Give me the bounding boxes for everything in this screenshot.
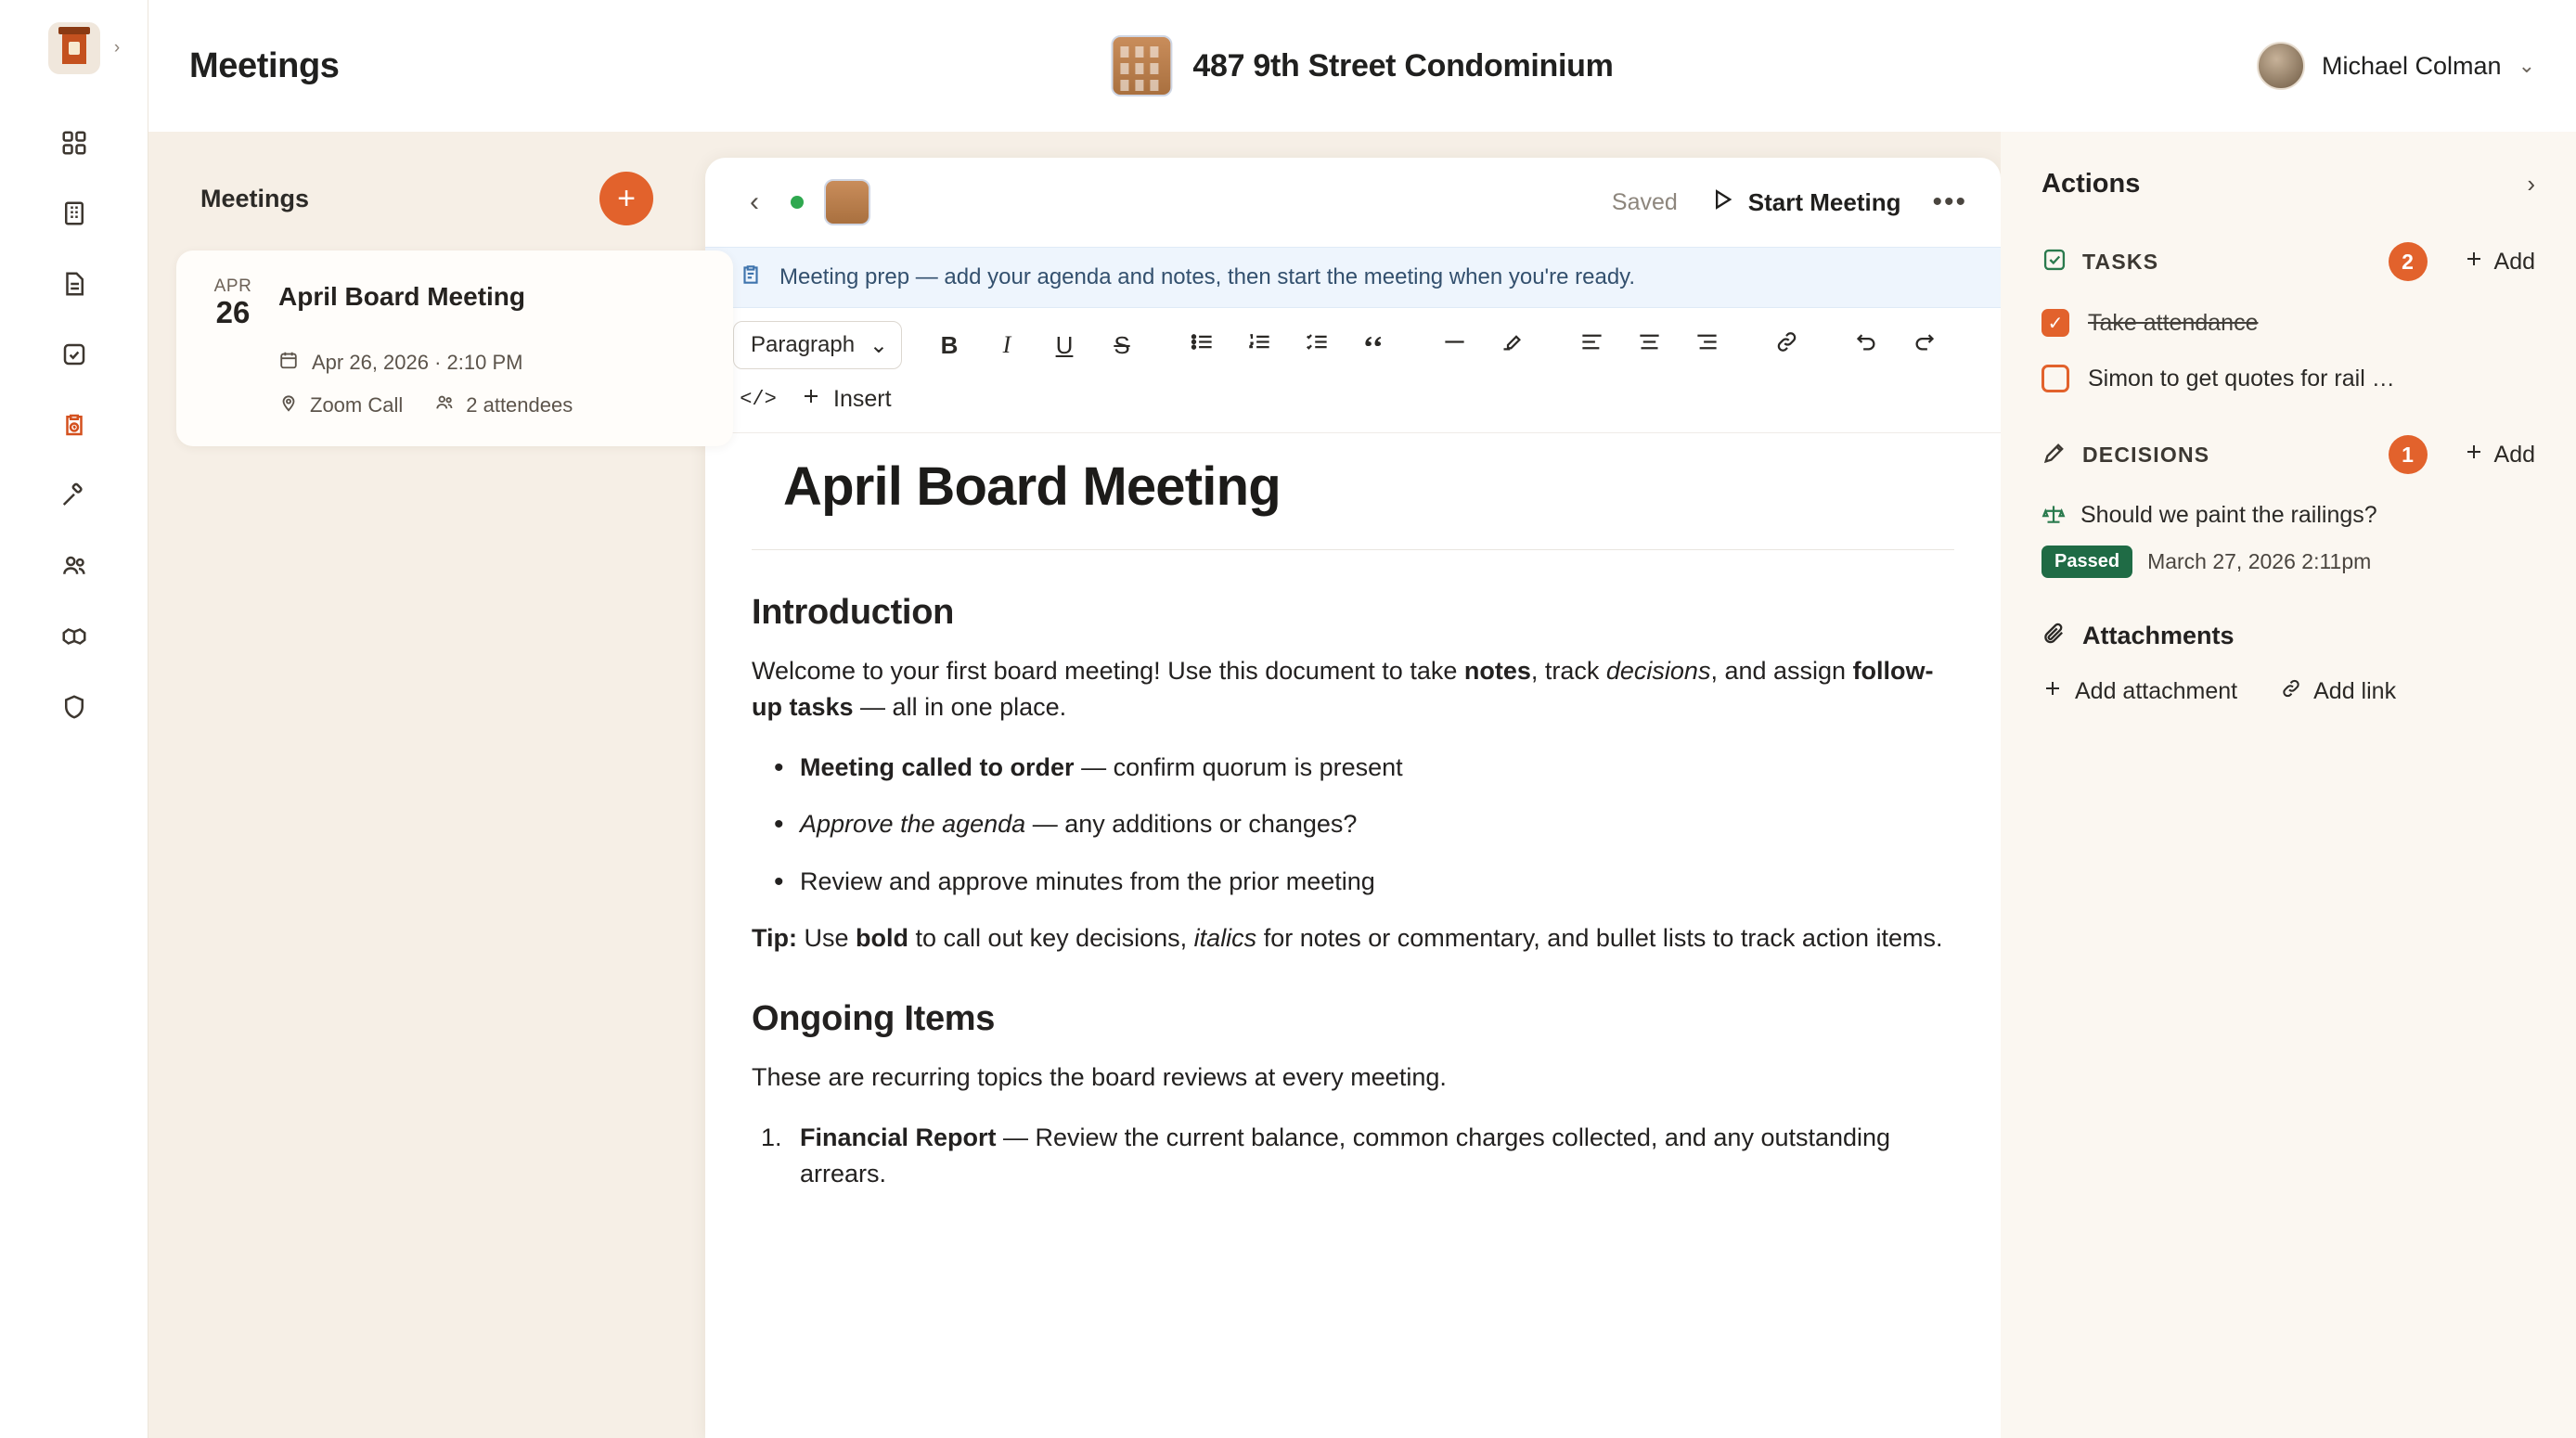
meeting-location-pair bbox=[278, 392, 403, 418]
start-meeting-label: Start Meeting bbox=[1747, 187, 1901, 216]
actions-title: Actions bbox=[2041, 169, 2141, 199]
user-menu[interactable] bbox=[2257, 42, 2535, 90]
decision-pen-icon bbox=[2041, 440, 2067, 470]
numbered-list-icon bbox=[1247, 329, 1272, 361]
ongoing-numbered-list bbox=[752, 1120, 1954, 1192]
list-item[interactable] bbox=[176, 250, 733, 446]
attachments-section bbox=[2041, 621, 2535, 706]
back-button[interactable]: ‹ bbox=[750, 186, 759, 217]
workspace bbox=[148, 132, 2576, 1438]
decision-timestamp: March 27, 2026 2:11pm bbox=[2147, 549, 2372, 573]
handshake-icon bbox=[60, 623, 88, 655]
status-dot bbox=[791, 196, 804, 209]
avatar bbox=[2257, 42, 2305, 90]
meetings-list-title: Meetings bbox=[200, 184, 310, 212]
building-icon bbox=[60, 199, 88, 232]
add-link-label: Add link bbox=[2313, 678, 2397, 704]
sidebar-item-insurance[interactable] bbox=[45, 679, 104, 738]
meeting-editor bbox=[705, 158, 2001, 1438]
paragraph-ongoing: These are recurring topics the board reviews at every meeting. bbox=[752, 1062, 1447, 1091]
italic-button[interactable]: I bbox=[1002, 331, 1011, 358]
meeting-avatar bbox=[824, 179, 870, 225]
meeting-attendees: 2 attendees bbox=[466, 392, 573, 417]
top-bar bbox=[148, 0, 2576, 132]
horizontal-rule-button[interactable] bbox=[1429, 321, 1479, 369]
align-center-icon bbox=[1637, 329, 1662, 361]
tasks-section bbox=[2041, 242, 2535, 392]
add-task-label: Add bbox=[2493, 248, 2535, 275]
decisions-label: DECISIONS bbox=[2082, 442, 2210, 467]
editor-toolbar-top bbox=[705, 158, 2001, 247]
ongoing-rest: — Review the current balance, common charges collected, and any outstanding arrears. bbox=[800, 1123, 1891, 1188]
strikethrough-button[interactable]: S bbox=[1114, 330, 1130, 359]
insert-button[interactable] bbox=[800, 385, 892, 414]
calendar-icon bbox=[278, 350, 299, 376]
lighthouse-logo[interactable] bbox=[48, 22, 100, 74]
scales-icon bbox=[2041, 502, 2066, 531]
sidebar-item-violations[interactable] bbox=[45, 468, 104, 527]
redo-button[interactable] bbox=[1899, 321, 1949, 369]
page-title: Meetings bbox=[189, 45, 340, 85]
saved-status: Saved bbox=[1611, 188, 1678, 215]
start-meeting-button[interactable] bbox=[1709, 186, 1901, 219]
meetings-list-header bbox=[148, 171, 705, 226]
horizontal-rule-icon bbox=[1442, 329, 1467, 361]
play-icon bbox=[1709, 186, 1735, 219]
document-icon bbox=[60, 270, 88, 302]
task-item[interactable] bbox=[2041, 309, 2535, 337]
numbered-list-button[interactable] bbox=[1234, 321, 1284, 369]
intro-bold-notes: notes bbox=[1463, 657, 1531, 685]
clipboard-clock-icon bbox=[60, 411, 88, 443]
building-thumbnail bbox=[1111, 35, 1172, 96]
task-label: Simon to get quotes for rail … bbox=[2088, 365, 2395, 392]
meeting-month: APR bbox=[213, 276, 252, 296]
tip-text-a: Use bbox=[797, 923, 857, 952]
add-attachment-label: Add attachment bbox=[2075, 678, 2238, 704]
bullet-list-button[interactable] bbox=[1177, 321, 1227, 369]
decisions-count-badge: 1 bbox=[2389, 435, 2428, 474]
grid-icon bbox=[60, 129, 88, 161]
list-item bbox=[752, 864, 1954, 900]
align-center-button[interactable] bbox=[1624, 321, 1674, 369]
property-switcher[interactable] bbox=[1111, 35, 1613, 96]
decision-label: Should we paint the railings? bbox=[2080, 502, 2377, 528]
tip-bold: bold bbox=[856, 923, 909, 952]
ongoing-lead: Financial Report bbox=[800, 1123, 997, 1151]
banner-text: Meeting prep — add your agenda and notes, then start the meeting when you're ready. bbox=[779, 264, 1636, 289]
add-task-button[interactable] bbox=[2463, 248, 2535, 276]
paragraph-intro bbox=[752, 653, 1954, 725]
plus-icon bbox=[2041, 677, 2064, 706]
bullet-list-icon bbox=[1190, 329, 1215, 361]
intro-italic-decisions: decisions bbox=[1605, 657, 1711, 685]
sidebar-item-building[interactable] bbox=[45, 186, 104, 245]
meeting-prep-banner bbox=[705, 247, 2001, 308]
quote-icon bbox=[1362, 329, 1387, 361]
people-icon bbox=[434, 392, 455, 418]
checkbox-icon bbox=[60, 340, 88, 373]
paragraph-style-select[interactable] bbox=[733, 321, 902, 369]
task-list-button[interactable] bbox=[1292, 321, 1342, 369]
agenda-bullet-list bbox=[752, 750, 1954, 899]
add-decision-button[interactable] bbox=[2463, 441, 2535, 469]
paragraph-style-value: Paragraph bbox=[751, 332, 856, 357]
task-list-icon bbox=[1305, 329, 1330, 361]
align-left-icon bbox=[1579, 329, 1604, 361]
tip-italic: italics bbox=[1193, 923, 1257, 952]
meeting-location: Zoom Call bbox=[310, 392, 404, 417]
plus-icon bbox=[2463, 441, 2485, 469]
decision-item[interactable] bbox=[2041, 502, 2535, 531]
people-icon bbox=[60, 552, 88, 584]
bullet-rest: — any additions or changes? bbox=[1025, 810, 1358, 839]
task-checkbox-checked[interactable]: ✓ bbox=[2041, 309, 2069, 337]
paragraph-tip bbox=[752, 920, 1954, 957]
add-decision-label: Add bbox=[2493, 441, 2535, 468]
main-column bbox=[148, 0, 2576, 1438]
lighthouse-icon bbox=[62, 32, 86, 64]
highlight-icon bbox=[1500, 329, 1525, 361]
chevron-down-icon: ⌄ bbox=[869, 332, 888, 358]
undo-icon bbox=[1854, 329, 1879, 361]
insert-label: Insert bbox=[833, 385, 892, 412]
list-item bbox=[752, 1120, 1954, 1192]
underline-button[interactable]: U bbox=[1055, 330, 1074, 359]
plus-icon bbox=[2463, 248, 2485, 276]
list-item bbox=[752, 806, 1954, 842]
heading-ongoing-items: Ongoing Items bbox=[752, 998, 996, 1038]
meetings-list-pane bbox=[148, 132, 705, 1438]
bullet-rest: Review and approve minutes from the prior meeting bbox=[800, 867, 1375, 895]
link-icon bbox=[2280, 677, 2302, 706]
meeting-meta-row bbox=[278, 392, 702, 418]
highlight-button[interactable] bbox=[1487, 321, 1537, 369]
align-right-button[interactable] bbox=[1681, 321, 1732, 369]
intro-text-a: Welcome to your first board meeting! Use this document to take bbox=[752, 657, 1464, 685]
bullet-lead: Meeting called to order bbox=[800, 753, 1075, 782]
align-left-button[interactable] bbox=[1566, 321, 1616, 369]
link-icon bbox=[1774, 329, 1799, 361]
gavel-icon bbox=[60, 481, 88, 514]
add-attachment-button[interactable] bbox=[2041, 677, 2237, 706]
bullet-lead: Approve the agenda bbox=[800, 810, 1026, 839]
sidebar-item-vendors[interactable] bbox=[45, 609, 104, 668]
undo-button[interactable] bbox=[1841, 321, 1891, 369]
sidebar-item-tasks[interactable] bbox=[45, 327, 104, 386]
code-block-button[interactable]: </> bbox=[740, 387, 777, 411]
intro-bold-tasks: follow-up tasks bbox=[752, 657, 1934, 722]
sidebar-item-meetings[interactable] bbox=[45, 397, 104, 456]
align-right-icon bbox=[1694, 329, 1719, 361]
redo-icon bbox=[1912, 329, 1937, 361]
location-pin-icon bbox=[278, 392, 299, 418]
rail-item-list bbox=[0, 115, 148, 738]
shield-icon bbox=[60, 693, 88, 725]
more-options-button[interactable]: ••• bbox=[1932, 186, 1967, 217]
document-canvas[interactable] bbox=[705, 433, 2001, 1438]
expand-sidebar-button[interactable]: › bbox=[113, 38, 121, 58]
meeting-date-block bbox=[208, 276, 258, 329]
meeting-title: April Board Meeting bbox=[278, 282, 526, 311]
add-link-button[interactable] bbox=[2280, 677, 2396, 706]
tip-label: Tip: bbox=[752, 923, 797, 952]
intro-text-b: , track bbox=[1530, 657, 1606, 685]
meeting-attendees-pair bbox=[434, 392, 573, 418]
paperclip-icon bbox=[2041, 621, 2067, 651]
link-button[interactable] bbox=[1761, 321, 1811, 369]
left-nav-rail bbox=[0, 0, 148, 1438]
quote-button[interactable] bbox=[1349, 321, 1399, 369]
task-checkbox[interactable] bbox=[2041, 365, 2069, 392]
sidebar-item-dashboard[interactable] bbox=[45, 115, 104, 174]
tasks-label: TASKS bbox=[2082, 249, 2159, 274]
document-body[interactable] bbox=[705, 550, 2001, 1192]
task-label: Take attendance bbox=[2088, 309, 2259, 336]
chevron-down-icon: ⌄ bbox=[2518, 54, 2535, 77]
user-name: Michael Colman bbox=[2321, 51, 2502, 80]
clipboard-icon bbox=[739, 263, 763, 293]
editor-format-toolbar bbox=[705, 308, 2001, 433]
intro-text-c: , and assign bbox=[1710, 657, 1853, 685]
meeting-day: 26 bbox=[215, 295, 251, 329]
bullet-rest: — confirm quorum is present bbox=[1074, 753, 1403, 782]
bold-button[interactable]: B bbox=[940, 330, 959, 359]
sidebar-item-residents[interactable] bbox=[45, 538, 104, 597]
status-badge: Passed bbox=[2041, 546, 2132, 578]
plus-icon bbox=[800, 385, 822, 414]
decision-meta bbox=[2041, 546, 2535, 578]
add-meeting-button[interactable]: + bbox=[599, 172, 653, 225]
collapse-actions-button[interactable]: › bbox=[2527, 170, 2535, 198]
sidebar-item-documents[interactable] bbox=[45, 256, 104, 315]
actions-panel bbox=[2001, 132, 2576, 1438]
tip-text-b: to call out key decisions, bbox=[908, 923, 1194, 952]
tip-text-c: for notes or commentary, and bullet lists to track action items. bbox=[1256, 923, 1943, 952]
intro-text-d: — all in one place. bbox=[853, 693, 1067, 722]
attachments-label: Attachments bbox=[2082, 622, 2235, 649]
meeting-datetime: Apr 26, 2026 · 2:10 PM bbox=[312, 350, 523, 374]
document-title[interactable]: April Board Meeting bbox=[783, 456, 1281, 517]
decisions-section bbox=[2041, 435, 2535, 578]
task-check-icon bbox=[2041, 247, 2067, 277]
property-name: 487 9th Street Condominium bbox=[1192, 47, 1614, 83]
tasks-count-badge: 2 bbox=[2389, 242, 2428, 281]
task-item[interactable] bbox=[2041, 365, 2535, 392]
actions-header bbox=[2041, 169, 2535, 199]
list-item bbox=[752, 750, 1954, 786]
meeting-datetime-row bbox=[278, 350, 702, 376]
heading-introduction: Introduction bbox=[752, 593, 955, 632]
